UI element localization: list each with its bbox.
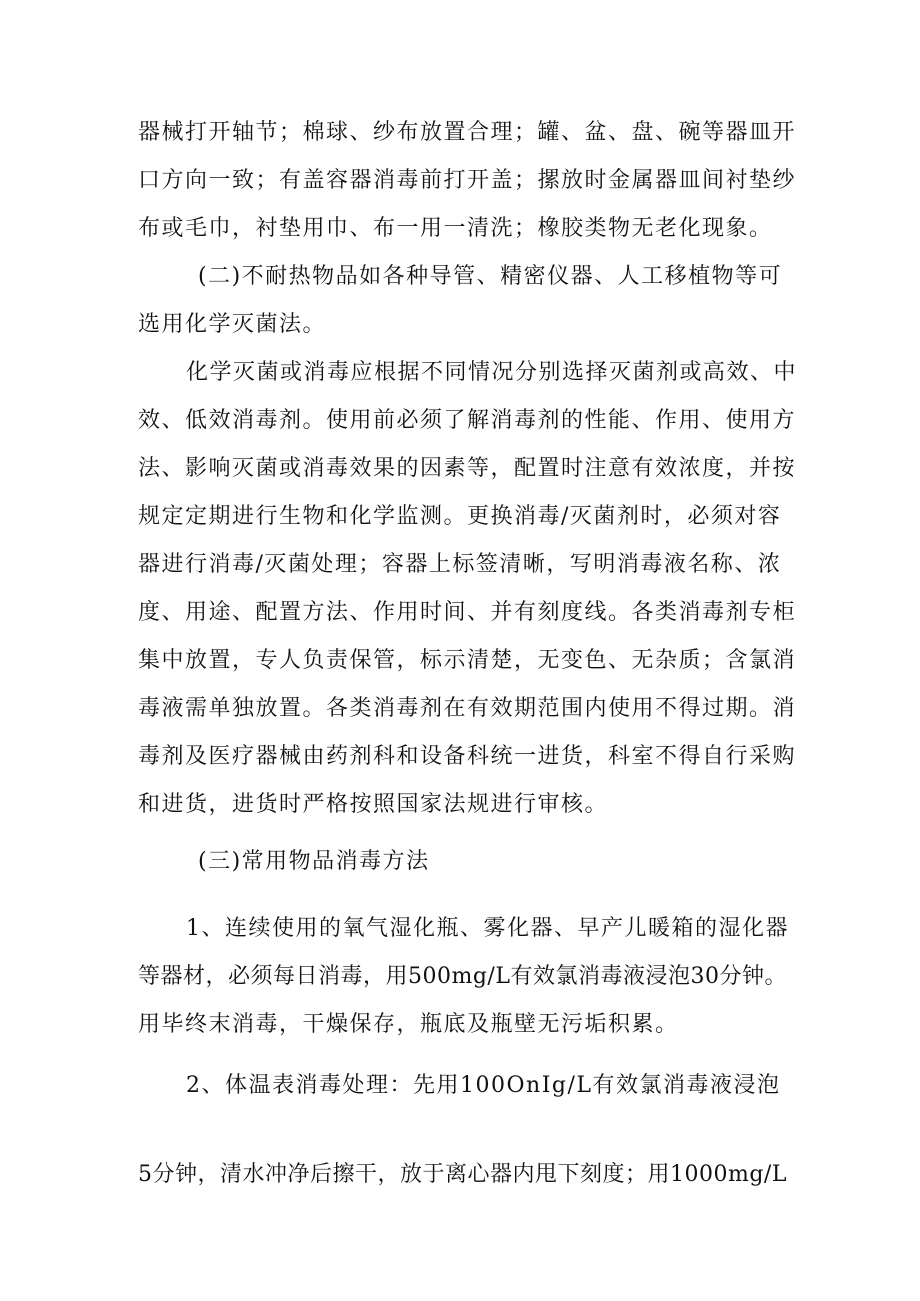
paragraph-line: 法、影响灭菌或消毒效果的因素等，配置时注意有效浓度，并按 [138, 456, 797, 481]
paragraph-line: 布或毛巾，衬垫用巾、布一用一清洗；橡胶类物无老化现象。 [138, 216, 773, 241]
paragraph-line: 化学灭菌或消毒应根据不同情况分别选择灭菌剂或高效、中 [186, 360, 798, 385]
paragraph-line: 1、连续使用的氧气湿化瓶、雾化器、早产儿暖箱的湿化器 [186, 916, 789, 941]
paragraph-line: 器进行消毒/灭菌处理；容器上标签清晰，写明消毒液名称、浓 [138, 552, 782, 577]
paragraph-line: 5分钟，清水冲净后擦干，放于离心器内甩下刻度；用1000mg/L [138, 1162, 787, 1187]
paragraph-line: 选用化学灭菌法。 [138, 312, 327, 337]
paragraph-line: 规定定期进行生物和化学监测。更换消毒/灭菌剂时，必须对容 [138, 504, 782, 529]
paragraph-line: 和进货，进货时严格按照国家法规进行审核。 [138, 792, 609, 817]
section-heading-line: (二)不耐热物品如各种导管、精密仪器、人工移植物等可 [198, 264, 783, 289]
paragraph-line: 毒液需单独放置。各类消毒剂在有效期范围内使用不得过期。消 [138, 696, 797, 721]
paragraph-line: 等器材，必须每日消毒，用500mg/L有效氯消毒液浸泡30分钟。 [138, 964, 787, 989]
paragraph-line: 用毕终末消毒，干燥保存，瓶底及瓶壁无污垢积累。 [138, 1012, 679, 1037]
paragraph-line: 毒剂及医疗器械由药剂科和设备科统一进货，科室不得自行采购 [138, 744, 797, 769]
section-heading-line: (三)常用物品消毒方法 [198, 849, 430, 874]
paragraph-line: 器械打开轴节；棉球、纱布放置合理；罐、盆、盘、碗等器皿开 [138, 120, 797, 145]
paragraph-line: 2、体温表消毒处理：先用100OnIg/L有效氯消毒液浸泡 [186, 1073, 781, 1098]
paragraph-line: 口方向一致；有盖容器消毒前打开盖；摞放时金属器皿间衬垫纱 [138, 168, 797, 193]
paragraph-line: 集中放置，专人负责保管，标示清楚，无变色、无杂质；含氯消 [138, 648, 797, 673]
paragraph-line: 度、用途、配置方法、作用时间、并有刻度线。各类消毒剂专柜 [138, 600, 797, 625]
paragraph-line: 效、低效消毒剂。使用前必须了解消毒剂的性能、作用、使用方 [138, 408, 797, 433]
